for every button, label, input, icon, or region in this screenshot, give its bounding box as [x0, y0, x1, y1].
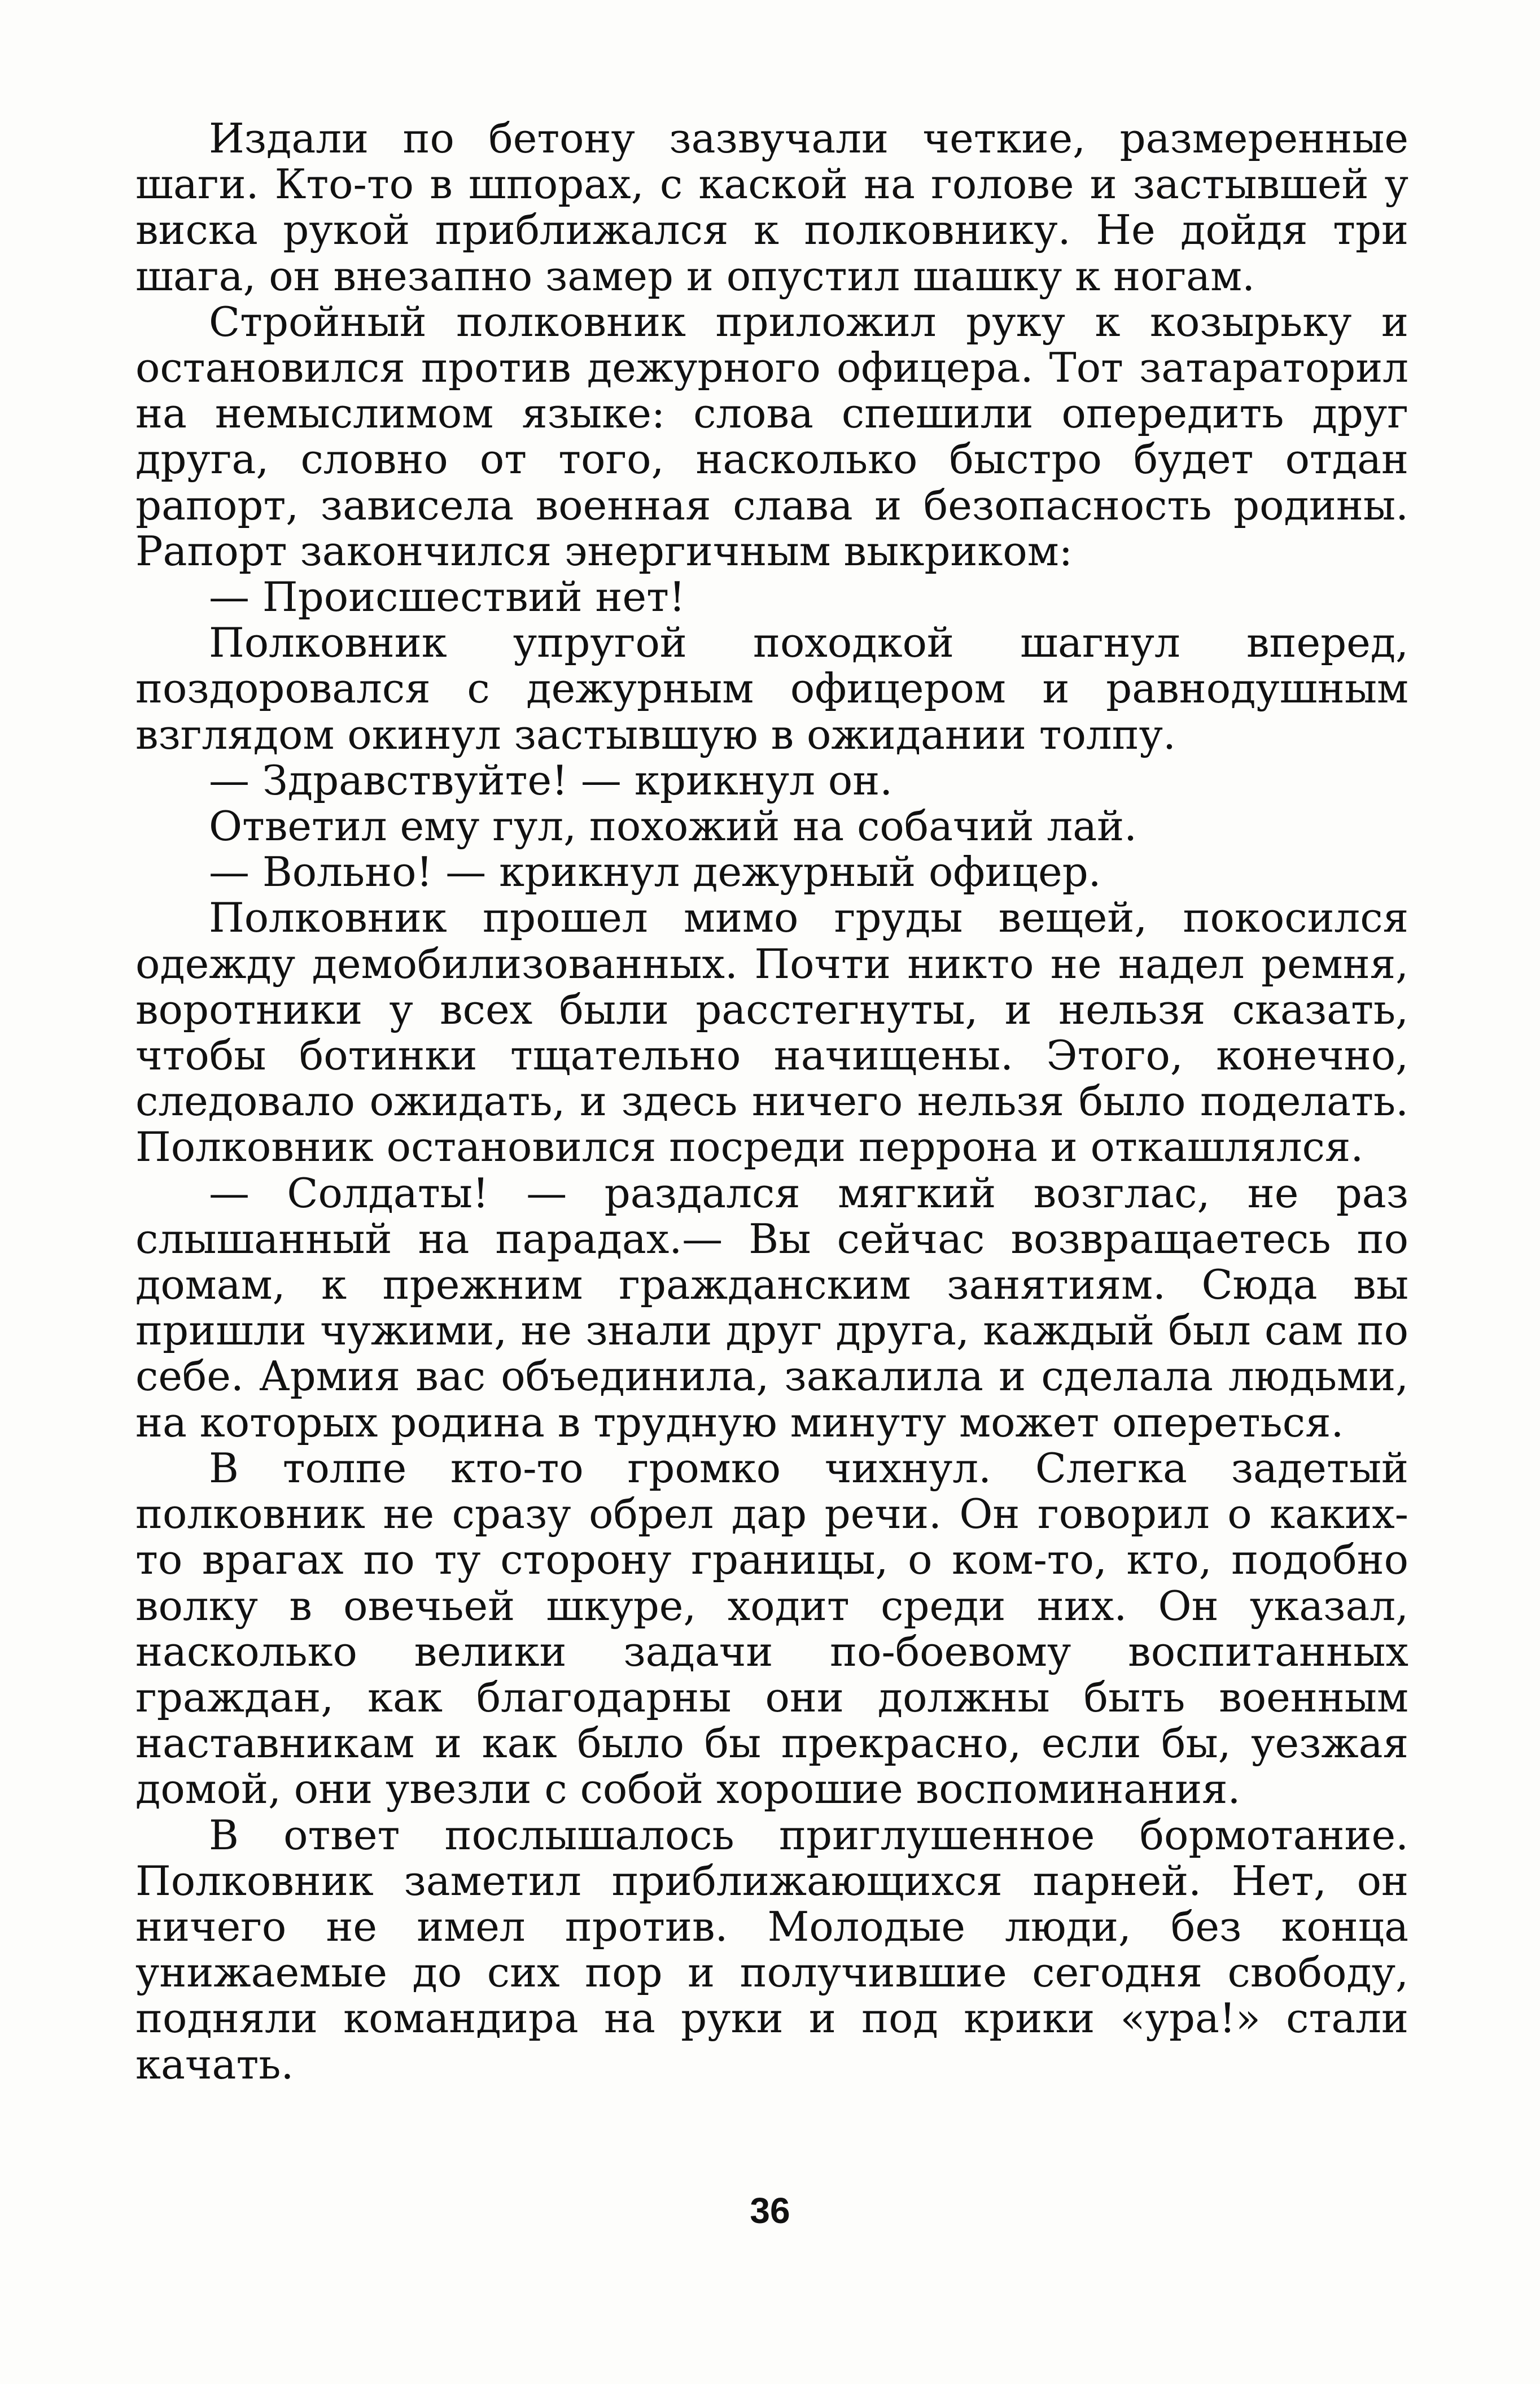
paragraph-7: — Вольно! — крикнул дежурный офицер.	[209, 848, 1101, 896]
paragraph-3: — Происшествий нет!	[209, 573, 685, 621]
paragraph-2: Стройный полковник приложил руку к козырьку и остановился против дежурного офицера. Тот затараторил на немыслимом языке: слова спешили опередить друг друга, словно от того, насколько быстро будет отдан рапорт, зависела военная слава и безопасность родины. Рапорт закончился энергичным выкриком:	[135, 298, 1408, 575]
paragraph-1: Издали по бетону зазвучали четкие, размеренные шаги. Кто-то в шпорах, с каской на голове и застывшей у виска рукой приближался к полковнику. Не дойдя три шага, он внезапно замер и опустил шашку к ногам.	[135, 115, 1408, 300]
paragraph-6: Ответил ему гул, похожий на собачий лай.	[209, 802, 1138, 850]
body-text	[135, 116, 1408, 2088]
paragraph-4: Полковник упругой походкой шагнул вперед, поздоровался с дежурным офицером и равнодушным взглядом окинул застывшую в ожидании толпу.	[135, 619, 1408, 758]
paragraph-11: В ответ послышалось приглушенное бормотание. Полковник заметил приближающихся парней. Нет, он ничего не имел против. Молодые люди, без конца унижаемые до сих пор и получившие сегодня свободу, подняли командира на руки и под крики «ура!» стали качать.	[135, 1811, 1408, 2088]
page-number: 36	[750, 2190, 790, 2231]
paragraph-5: — Здравствуйте! — крикнул он.	[209, 756, 893, 804]
paragraph-10: В толпе кто-то громко чихнул. Слегка задетый полковник не сразу обрел дар речи. Он говорил о каких-то врагах по ту сторону границы, о ком-то, кто, подобно волку в овечьей шкуре, ходит среди них. Он указал, насколько велики задачи по-боевому воспитанных граждан, как благодарны они должны быть военным наставникам и как было бы прекрасно, если бы, уезжая домой, они увезли с собой хорошие воспоминания.	[135, 1444, 1408, 1813]
paragraph-9: — Солдаты! — раздался мягкий возглас, не раз слышанный на парадах.— Вы сейчас возвращаетесь по домам, к прежним гражданским занятиям. Сюда вы пришли чужими, не знали друг друга, каждый был сам по себе. Армия вас объединила, закалила и сделала людьми, на которых родина в трудную минуту может опереться.	[135, 1169, 1408, 1446]
paragraph-8: Полковник прошел мимо груды вещей, покосился одежду демобилизованных. Почти никто не надел ремня, воротники у всех были расстегнуты, и нельзя сказать, чтобы ботинки тщательно начищены. Этого, конечно, следовало ожидать, и здесь ничего нельзя было поделать. Полковник остановился посреди перрона и откашлялся.	[135, 894, 1408, 1171]
